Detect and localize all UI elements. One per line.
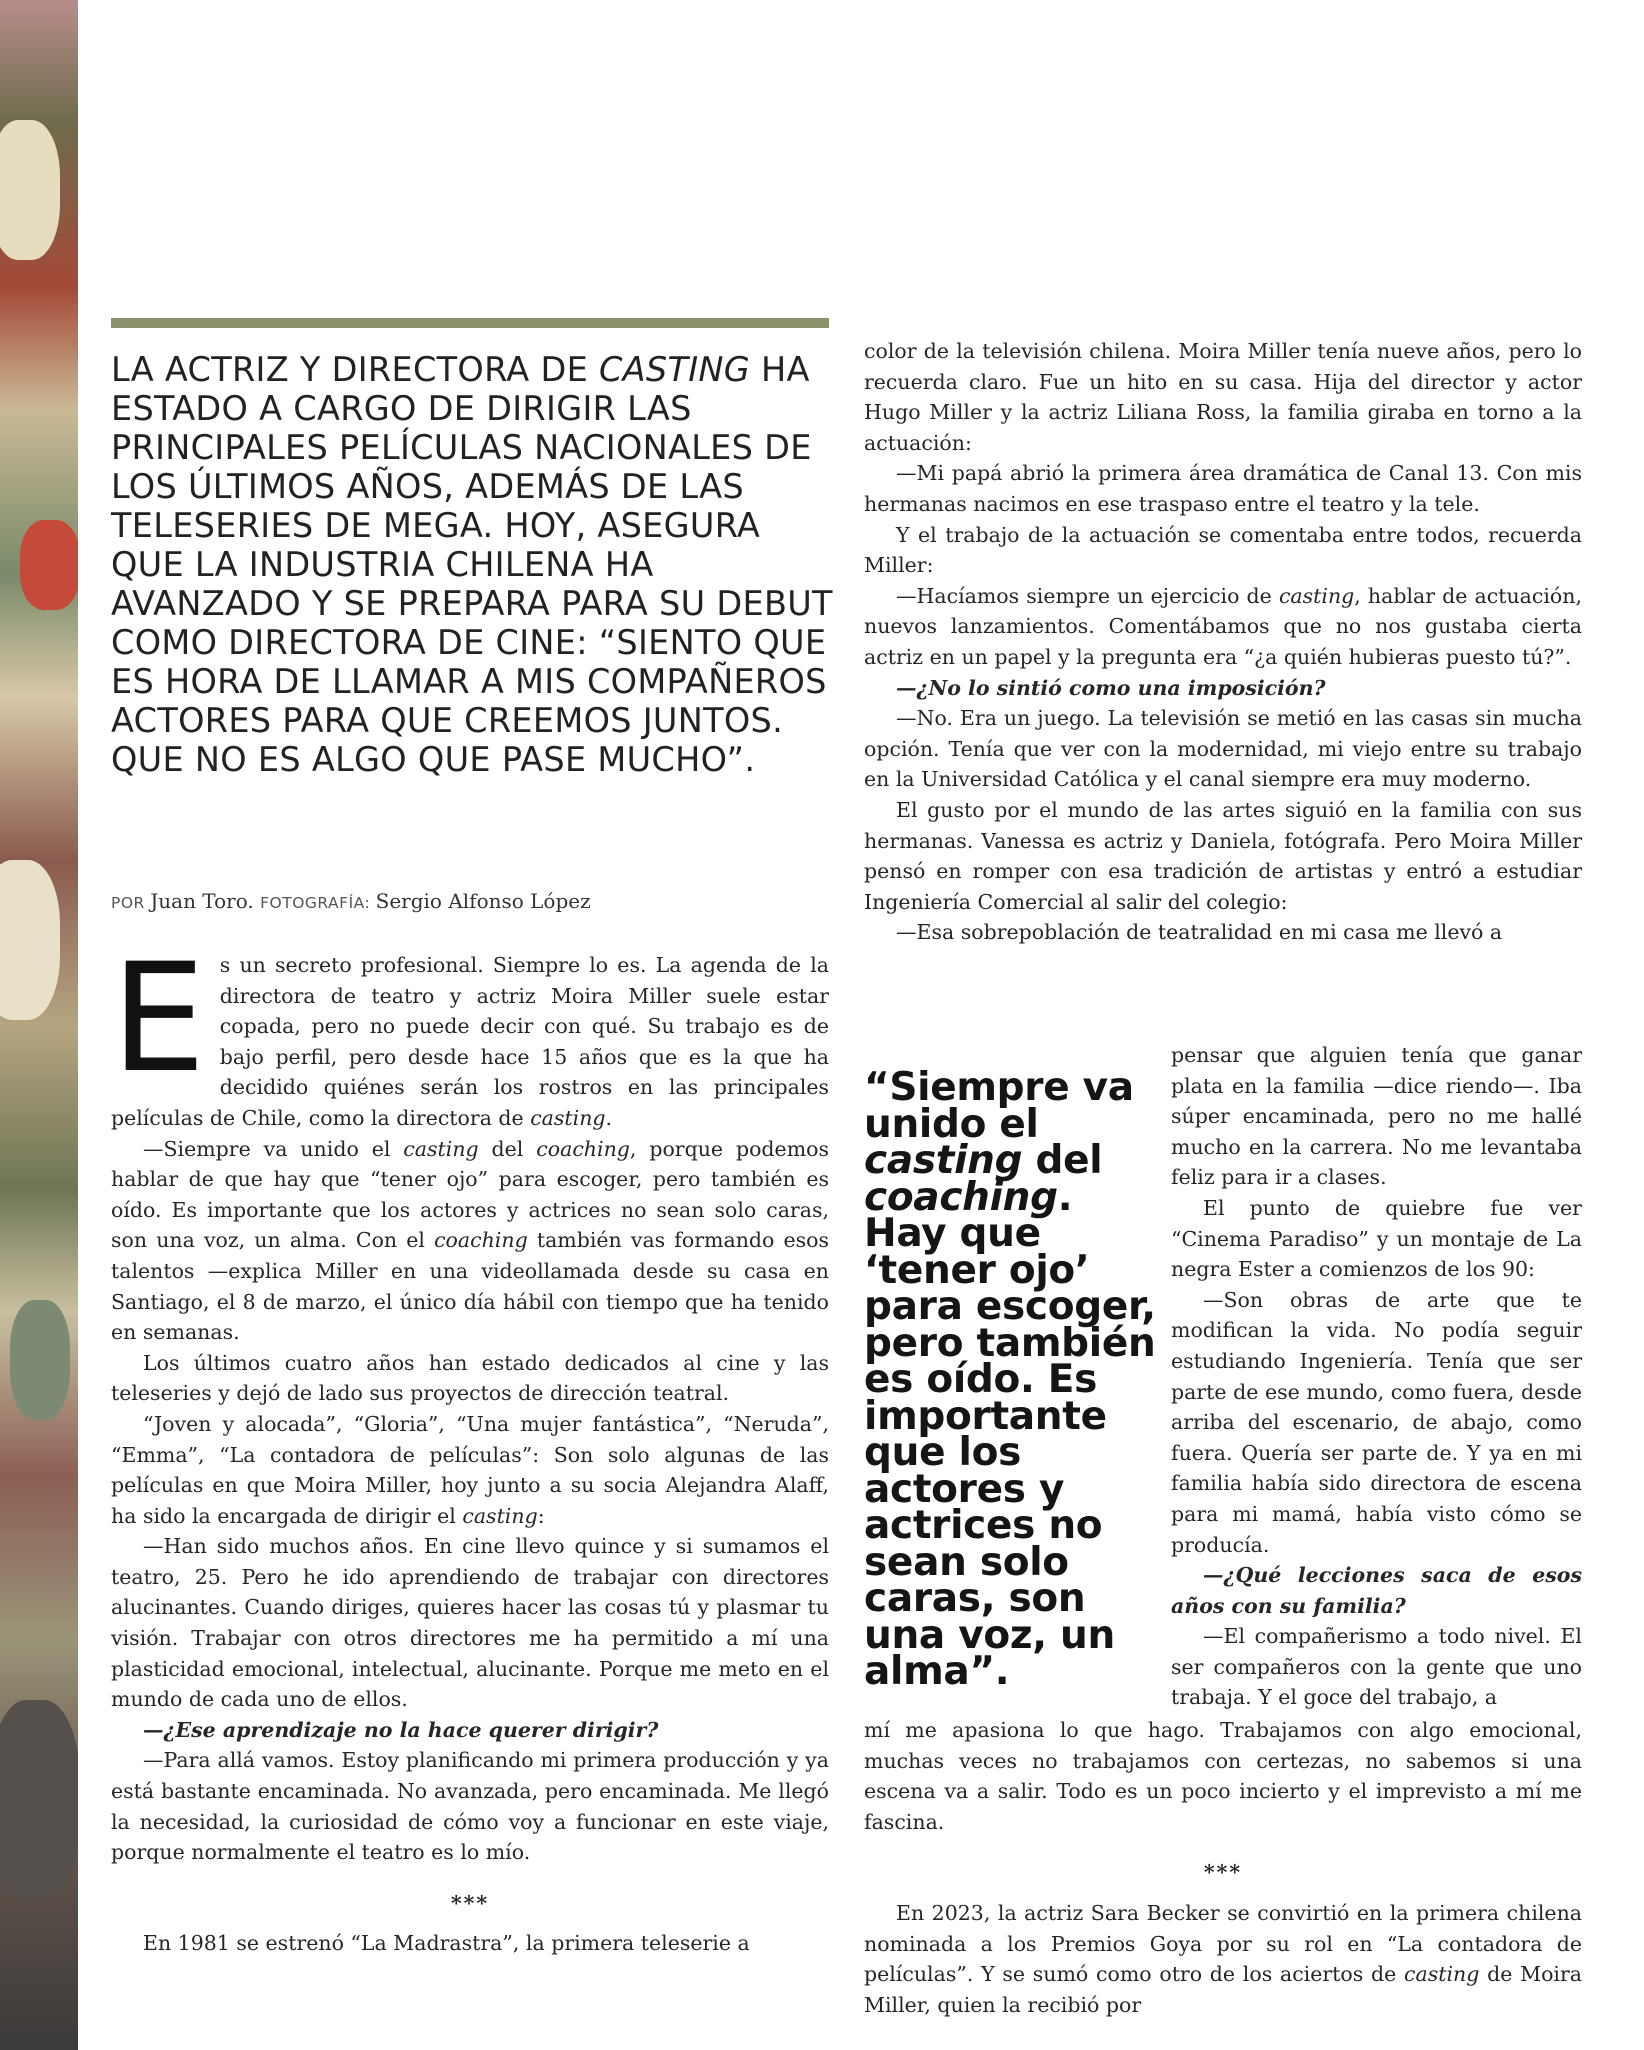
byline-author: Juan Toro. bbox=[150, 889, 261, 913]
deck-italic: CASTING bbox=[598, 350, 751, 389]
section-break: *** bbox=[1203, 1860, 1243, 1885]
paragraph: —Son obras de arte que te modifican la vida. No podía seguir estudiando Ingeniería. Tenía que ser parte de ese mundo, como fuera, desde arriba del escenario, de abajo, como fuera. Quería ser parte de. Y ya en mi familia había sido directora de escena para mi mamá, había visto cómo se producía. bbox=[1171, 1287, 1582, 1557]
paragraph: pensar que alguien tenía que ganar plata en la familia —dice riendo—. Iba súper encaminada, pero no me hallé mucho en la carrera. No me levantaba feliz para ir a clases. bbox=[1171, 1043, 1582, 1190]
byline bbox=[111, 889, 591, 913]
article-deck bbox=[111, 350, 841, 779]
photo-detail bbox=[0, 120, 60, 260]
paragraph: Es un secreto profesional. Siempre lo es. La agenda de la directora de teatro y actriz Moira Miller suele estar copada, pero no puede decir con qué. Su trabajo es de bajo perfil, pero desde hace 15 años que es la que ha decidido quiénes serán los rostros en las principales películas de Chile, como la directora de casting. bbox=[111, 932, 829, 1130]
paragraph: Y el trabajo de la actuación se comentaba entre todos, recuerda Miller: bbox=[864, 522, 1582, 578]
photo-detail bbox=[20, 520, 78, 610]
deck-text: LA ACTRIZ Y DIRECTORA DE bbox=[111, 350, 599, 389]
paragraph: mí me apasiona lo que hago. Trabajamos con algo emocional, muchas veces no trabajamos con certezas, no sabemos si una escena va a salir. Todo es un poco incierto y el imprevisto a mí me fascina. bbox=[864, 1718, 1582, 1834]
paragraph: —El compañerismo a todo nivel. El ser compañeros con la gente que uno trabaja. Y el goce del trabajo, a bbox=[1171, 1624, 1582, 1710]
paragraph: —Han sido muchos años. En cine llevo quince y si sumamos el teatro, 25. Pero he ido aprendiendo de trabajar con directores alucinantes. Cuando diriges, quieres hacer las cosas tú y plasmar tu visión. Trabajar con otros directores me ha permitido a mí una plasticidad emocional, intelectual, alucinante. Porque me meto en el mundo de cada uno de ellos. bbox=[111, 1534, 829, 1712]
paragraph: “Joven y alocada”, “Gloria”, “Una mujer fantástica”, “Neruda”, “Emma”, “La contadora de películas”: Son solo algunas de las películas en que Moira Miller, hoy junto a su socia Alejandra Alaff, ha sido la encargada de dirigir el casting: bbox=[111, 1411, 829, 1528]
body-column-right-top bbox=[864, 336, 1582, 948]
paragraph: —Mi papá abrió la primera área dramática de Canal 13. Con mis hermanas nacimos en ese traspaso entre el teatro y la tele. bbox=[864, 461, 1582, 516]
body-column-left bbox=[111, 932, 830, 1959]
photo-detail bbox=[10, 1300, 70, 1420]
paragraph: —Para allá vamos. Estoy planificando mi primera producción y ya está bastante encaminada. No avanzada, pero encaminada. Me llegó la necesidad, la curiosidad de cómo voy a funcionar en este viaje, porque normalmente el teatro es lo mío. bbox=[111, 1748, 829, 1865]
interview-question: —¿No lo sintió como una imposición? bbox=[896, 675, 1326, 700]
paragraph: —Hacíamos siempre un ejercicio de casting, hablar de actuación, nuevos lanzamientos. Comentábamos que no nos gustaba cierta actriz en un papel y la pregunta era “¿a quién hubieras puesto tú?”. bbox=[864, 583, 1582, 669]
paragraph: —Esa sobrepoblación de teatralidad en mi casa me llevó a bbox=[896, 920, 1503, 945]
paragraph: En 1981 se estrenó “La Madrastra”, la primera teleserie a bbox=[143, 1931, 750, 1956]
interview-question: —¿Qué lecciones saca de esos años con su familia? bbox=[1171, 1563, 1582, 1618]
section-break: *** bbox=[450, 1890, 490, 1915]
paragraph: color de la televisión chilena. Moira Miller tenía nueve años, pero lo recuerda claro. Fue un hito en su casa. Hija del director y actor Hugo Miller y la actriz Liliana Ross, la familia giraba en torno a la actuación: bbox=[864, 339, 1582, 455]
paragraph: El gusto por el mundo de las artes siguió en la familia con sus hermanas. Vanessa es actriz y Daniela, fotógrafa. Pero Moira Miller pensó en romper con esa tradición de artistas y entró a estudiar Ingeniería Comercial al salir del colegio: bbox=[864, 797, 1582, 914]
paragraph: —Siempre va unido el casting del coaching, porque podemos hablar de que hay que “tener ojo” para escoger, pero también es oído. Es importante que los actores y actrices no sean solo caras, son una voz, un alma. Con el coaching también vas formando esos talentos —explica Miller en una videollamada desde su casa en Santiago, el 8 de marzo, el único día hábil con tiempo que ha tenido en semanas. bbox=[111, 1136, 830, 1345]
photo-detail bbox=[0, 860, 60, 1020]
paragraph: Los últimos cuatro años han estado dedicados al cine y las teleseries y dejó de lado sus proyectos de dirección teatral. bbox=[111, 1350, 829, 1406]
drop-cap: E bbox=[111, 932, 206, 1106]
cover-photo-strip bbox=[0, 0, 78, 2050]
byline-label: POR bbox=[111, 894, 151, 912]
body-column-right-bottom bbox=[864, 1715, 1582, 2020]
paragraph: —No. Era un juego. La televisión se metió en las casas sin mucha opción. Tenía que ver con la modernidad, mi viejo entre su trabajo en la Universidad Católica y el canal siempre era muy moderno. bbox=[864, 706, 1582, 792]
deck-text: HA ESTADO A CARGO DE DIRIGIR LAS PRINCIPALES PELÍCULAS NACIONALES DE LOS ÚLTIMOS AÑOS, ADEMÁS DE LAS TELESERIES DE MEGA. HOY, ASEGURA QUE LA INDUSTRIA CHILENA HA AVANZADO Y SE PREPARA PARA SU DEBUT COMO DIRECTORA DE CINE: “SIENTO QUE ES HORA DE LLAMAR A MIS COMPAÑEROS ACTORES PARA QUE CREEMOS JUNTOS. QUE NO ES ALGO QUE PASE MUCHO”. bbox=[111, 350, 833, 779]
body-column-right-side bbox=[1171, 1040, 1582, 1713]
pull-quote: “Siempre va unido el casting del coaching. Hay que ‘tener ojo’ para escoger, pero también es oído. Es importante que los actores y actrices no sean solo caras, son una voz, un alma”. bbox=[864, 1065, 1156, 1694]
interview-question: —¿Ese aprendizaje no la hace querer dirigir? bbox=[143, 1717, 659, 1742]
byline-photo-label: FOTOGRAFÍA: bbox=[260, 894, 376, 912]
header-rule bbox=[111, 318, 829, 328]
paragraph: En 2023, la actriz Sara Becker se convirtió en la primera chilena nominada a los Premios Goya por su rol en “La contadora de películas”. Y se sumó como otro de los aciertos de casting de Moira Miller, quien la recibió por bbox=[864, 1900, 1582, 2017]
byline-photographer: Sergio Alfonso López bbox=[375, 889, 591, 913]
photo-detail bbox=[0, 1700, 78, 1900]
paragraph: El punto de quiebre fue ver “Cinema Paradiso” y un montaje de La negra Ester a comienzos de los 90: bbox=[1171, 1195, 1582, 1282]
